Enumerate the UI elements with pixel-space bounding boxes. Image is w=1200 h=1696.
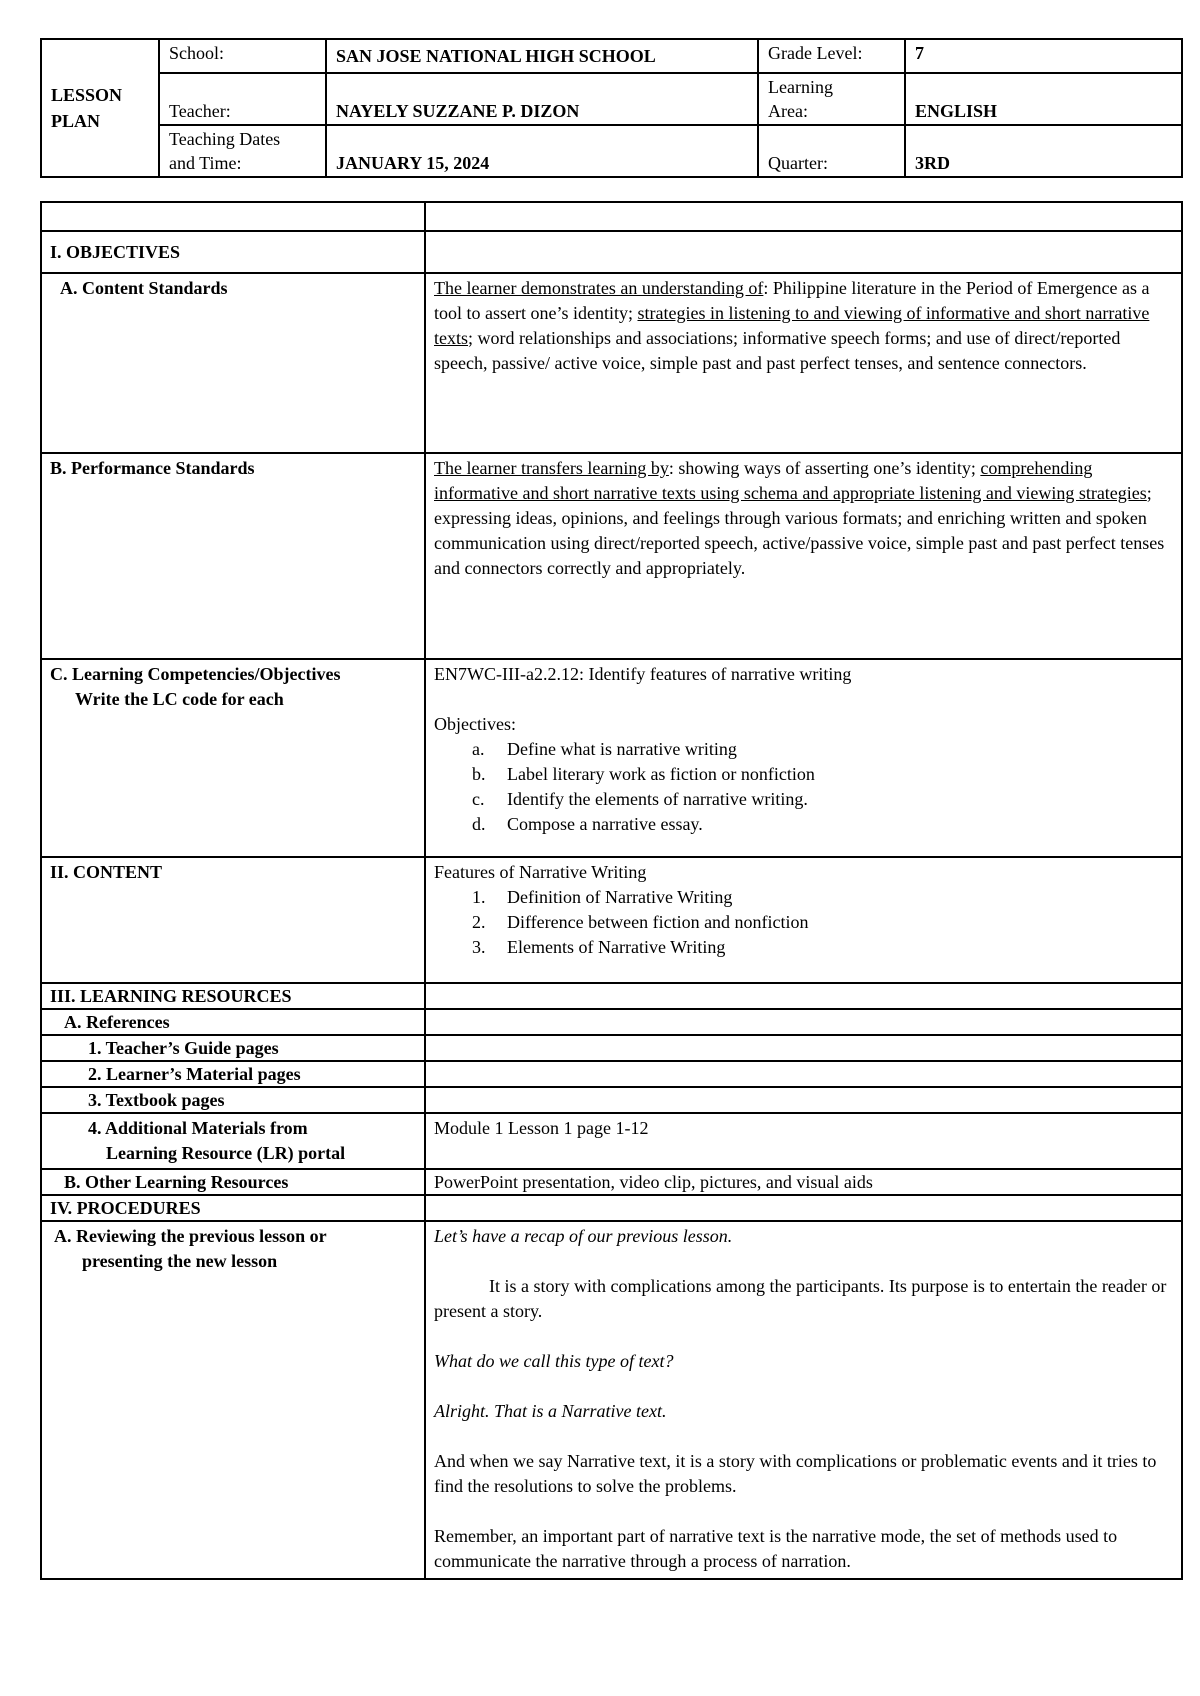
teachers-guide-label: 1. Teacher’s Guide pages: [41, 1035, 425, 1061]
blank-cell: [425, 1061, 1182, 1087]
teacher-label: Teacher:: [159, 73, 326, 125]
content-title: Features of Narrative Writing: [434, 862, 647, 882]
content-heading: II. CONTENT: [41, 857, 425, 983]
blank-cell: [425, 1009, 1182, 1035]
references-label: A. References: [41, 1009, 425, 1035]
review-lesson-label: A. Reviewing the previous lesson or presenting the new lesson: [41, 1221, 425, 1579]
review-lesson-text: [425, 1221, 1182, 1579]
answer-text: Alright. That is a Narrative text.: [434, 1401, 667, 1421]
blank-cell: [425, 1087, 1182, 1113]
list-item: 1. Definition of Narrative Writing: [472, 887, 733, 907]
narrative-mode-note: Remember, an important part of narrative text is the narrative mode, the set of methods used to communicate the narrative through a process of narration.: [434, 1526, 1118, 1571]
objectives-subtitle: Objectives:: [434, 714, 516, 734]
grade-level-value: 7: [905, 39, 1182, 73]
performance-standards-label: B. Performance Standards: [41, 453, 425, 659]
content-text: [425, 857, 1182, 983]
objectives-heading: I. OBJECTIVES: [41, 231, 425, 273]
performance-standards-underlined: The learner transfers learning by: [434, 458, 669, 478]
grade-level-label: Grade Level:: [758, 39, 905, 73]
lesson-plan-body-table: [40, 201, 1183, 1580]
blank-cell: [425, 202, 1182, 231]
blank-cell: [425, 1195, 1182, 1221]
recap-prompt: Let’s have a recap of our previous lesson.: [434, 1226, 733, 1246]
learners-material-label: 2. Learner’s Material pages: [41, 1061, 425, 1087]
teaching-dates-value: JANUARY 15, 2024: [326, 125, 758, 177]
performance-standards-underlined: comprehending informative and short narrative texts using schema and appropriate listening and viewing strategies: [434, 458, 1147, 503]
teaching-dates-label: Teaching Dates and Time:: [159, 125, 326, 177]
textbook-pages-label: 3. Textbook pages: [41, 1087, 425, 1113]
additional-materials-value: Module 1 Lesson 1 page 1-12: [425, 1113, 1182, 1169]
school-label: School:: [159, 39, 326, 73]
recap-description: It is a story with complications among the participants. Its purpose is to entertain the reader or present a story.: [434, 1276, 1167, 1321]
content-standards-underlined: strategies in listening to and viewing of informative and short narrative texts: [434, 303, 1150, 348]
quarter-value: 3RD: [905, 125, 1182, 177]
teacher-value: NAYELY SUZZANE P. DIZON: [326, 73, 758, 125]
other-resources-value: PowerPoint presentation, video clip, pictures, and visual aids: [425, 1169, 1182, 1195]
learning-area-value: ENGLISH: [905, 73, 1182, 125]
blank-cell: [425, 231, 1182, 273]
procedures-heading: IV. PROCEDURES: [41, 1195, 425, 1221]
school-value: SAN JOSE NATIONAL HIGH SCHOOL: [326, 39, 758, 73]
list-item: d. Compose a narrative essay.: [472, 814, 703, 834]
learning-area-label: Learning Area:: [758, 73, 905, 125]
quarter-label: Quarter:: [758, 125, 905, 177]
learning-resources-heading: III. LEARNING RESOURCES: [41, 983, 425, 1009]
content-standards-text: The learner demonstrates an understanding of: Philippine literature in the Period of Emergence as a tool to assert one’s identity; strategies in listening to and viewing of informative and short narrative texts; word relationships and associations; informative speech forms; and use of direct/reported speech, passive/ active voice, simple past and past perfect tenses, and sentence connectors.: [425, 273, 1182, 453]
additional-materials-label: 4. Additional Materials from Learning Resource (LR) portal: [41, 1113, 425, 1169]
narrative-definition: And when we say Narrative text, it is a story with complications or problematic events and it tries to find the resolutions to solve the problems.: [434, 1451, 1157, 1496]
list-item: c. Identify the elements of narrative writing.: [472, 789, 808, 809]
blank-cell: [425, 983, 1182, 1009]
content-standards-underlined: The learner demonstrates an understanding of: [434, 278, 764, 298]
question-text: What do we call this type of text?: [434, 1351, 674, 1371]
objectives-list: [434, 737, 1173, 837]
list-item: 3. Elements of Narrative Writing: [472, 937, 726, 957]
lesson-plan-header-table: [40, 38, 1183, 178]
competency-code: EN7WC-III-a2.2.12: Identify features of narrative writing: [434, 664, 852, 684]
learning-competencies-label: C. Learning Competencies/Objectives Write the LC code for each: [41, 659, 425, 857]
content-list: [434, 885, 1173, 960]
content-standards-label: A. Content Standards: [41, 273, 425, 453]
performance-standards-text: The learner transfers learning by: showing ways of asserting one’s identity; comprehending informative and short narrative texts using schema and appropriate listening and viewing strategies; expressing ideas, opinions, and feelings through various formats; and enriching written and spoken communication using direct/reported speech, active/passive voice, simple past and past perfect tenses and connectors correctly and appropriately.: [425, 453, 1182, 659]
list-item: b. Label literary work as fiction or nonfiction: [472, 764, 815, 784]
other-resources-label: B. Other Learning Resources: [41, 1169, 425, 1195]
list-item: 2. Difference between fiction and nonfiction: [472, 912, 809, 932]
blank-cell: [41, 202, 425, 231]
lesson-plan-title: LESSON PLAN: [41, 39, 159, 177]
blank-cell: [425, 1035, 1182, 1061]
learning-competencies-text: [425, 659, 1182, 857]
list-item: a. Define what is narrative writing: [472, 739, 737, 759]
